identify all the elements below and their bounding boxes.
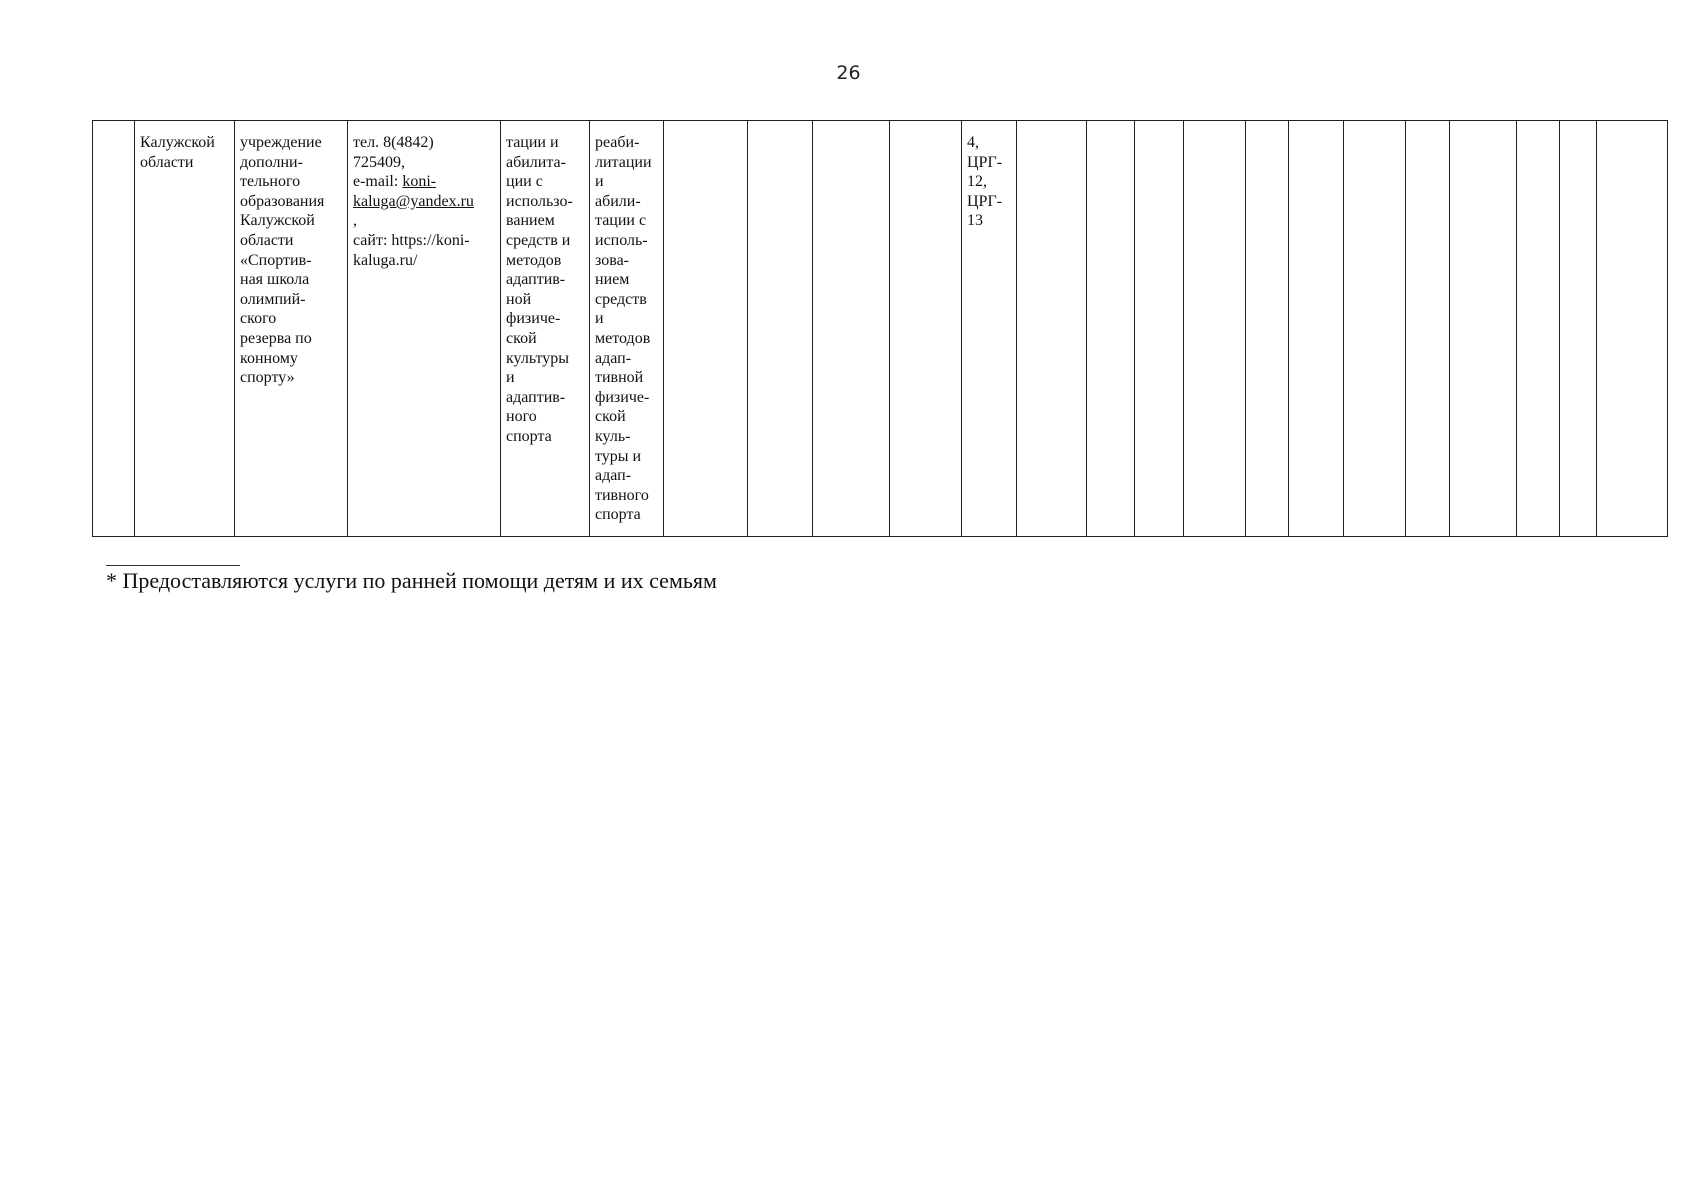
- cell-line: адаптив-: [506, 388, 566, 406]
- footnote-rule: [106, 565, 240, 566]
- cell-line: «Спортив-: [240, 251, 312, 269]
- cell-line: области: [240, 231, 294, 249]
- cell-line: ской: [595, 408, 626, 426]
- cell-line: ции с: [506, 173, 543, 191]
- table-cell-19: [1406, 121, 1450, 537]
- cell-line: куль-: [595, 427, 631, 445]
- cell-line: ванием: [506, 212, 555, 230]
- cell-line: ,: [353, 212, 357, 230]
- table-cell-7: [664, 121, 748, 537]
- cell-contacts: [348, 121, 501, 537]
- cell-line: ЦРГ-: [967, 192, 1003, 210]
- footnote: * Предоставляются услуги по ранней помощи детям и их семьям: [106, 568, 717, 593]
- table-cell-17: [1289, 121, 1344, 537]
- cell-line: ного: [506, 408, 537, 426]
- cell-line: физиче-: [595, 388, 650, 406]
- cell-line: тации с: [595, 212, 647, 230]
- cell-line: образования: [240, 192, 325, 210]
- cell-line: дополни-: [240, 153, 303, 171]
- cell-line: абилита-: [506, 153, 566, 171]
- cell-number: [93, 121, 135, 537]
- cell-line: абили-: [595, 192, 641, 210]
- table-cell-20: [1450, 121, 1517, 537]
- table-cell-10: [890, 121, 962, 537]
- table-cell-15: [1184, 121, 1246, 537]
- cell-line: резерва по: [240, 329, 312, 347]
- cell-service-a: [501, 121, 590, 537]
- cell-line: Калужской: [240, 212, 315, 230]
- cell-line: тельного: [240, 173, 301, 191]
- cell-line: литации: [595, 153, 652, 171]
- cell-service-b: [590, 121, 664, 537]
- cell-line: методов: [506, 251, 562, 269]
- cell-line: ная школа: [240, 271, 310, 289]
- cell-line: 725409,: [353, 153, 405, 171]
- cell-line: адаптив-: [506, 271, 566, 289]
- page-number: 26: [836, 62, 861, 84]
- cell-line: культуры: [506, 349, 570, 367]
- table-cell-11: [962, 121, 1017, 537]
- cell-region: [135, 121, 235, 537]
- email-link[interactable]: e-mail: koni-: [353, 173, 437, 191]
- table-cell-8: [748, 121, 813, 537]
- cell-line: зова-: [595, 251, 629, 269]
- cell-line: исполь-: [595, 231, 648, 249]
- cell-line: ЦРГ-: [967, 153, 1003, 171]
- cell-line: тивного: [595, 486, 649, 504]
- cell-line: спорта: [595, 506, 641, 524]
- cell-line: и: [595, 173, 604, 191]
- table-cell-18: [1344, 121, 1406, 537]
- cell-line: учреждение: [240, 134, 322, 151]
- cell-line: методов: [595, 329, 651, 347]
- cell-line: ского: [240, 310, 277, 328]
- cell-line: тации и: [506, 134, 559, 151]
- table-cell-16: [1246, 121, 1289, 537]
- cell-line: спорту»: [240, 369, 295, 387]
- table-cell-9: [813, 121, 890, 537]
- cell-line: Калужской: [140, 134, 215, 151]
- cell-line: и: [595, 310, 604, 328]
- cell-line: физиче-: [506, 310, 561, 328]
- table-cell-21: [1517, 121, 1560, 537]
- table-cell-12: [1017, 121, 1087, 537]
- cell-line: средств: [595, 290, 647, 308]
- cell-line: области: [140, 153, 194, 171]
- email-link[interactable]: kaluga@yandex.ru: [353, 192, 474, 210]
- table-cell-14: [1135, 121, 1184, 537]
- cell-line: и: [506, 369, 515, 387]
- cell-organization: [235, 121, 348, 537]
- data-table: [92, 120, 1668, 537]
- table-cell-22: [1560, 121, 1597, 537]
- cell-line: спорта: [506, 427, 552, 445]
- table-cell-13: [1087, 121, 1135, 537]
- cell-line: адап-: [595, 349, 632, 367]
- cell-line: 4,: [967, 134, 979, 151]
- cell-line: ной: [506, 290, 532, 308]
- cell-line: конному: [240, 349, 298, 367]
- cell-line: средств и: [506, 231, 571, 249]
- cell-line: туры и: [595, 447, 642, 465]
- cell-line: kaluga.ru/: [353, 251, 418, 269]
- cell-line: реаби-: [595, 134, 640, 151]
- cell-line: нием: [595, 271, 630, 289]
- cell-line: тивной: [595, 369, 644, 387]
- cell-line: использо-: [506, 192, 573, 210]
- cell-line: ской: [506, 329, 537, 347]
- table-row: [93, 121, 1668, 537]
- cell-line: адап-: [595, 467, 632, 485]
- cell-line: сайт: https://koni-: [353, 231, 470, 249]
- cell-line: тел. 8(4842): [353, 134, 434, 151]
- cell-line: 12,: [967, 173, 987, 191]
- cell-line: олимпий-: [240, 290, 306, 308]
- table-cell-23: [1597, 121, 1668, 537]
- cell-line: 13: [967, 212, 983, 230]
